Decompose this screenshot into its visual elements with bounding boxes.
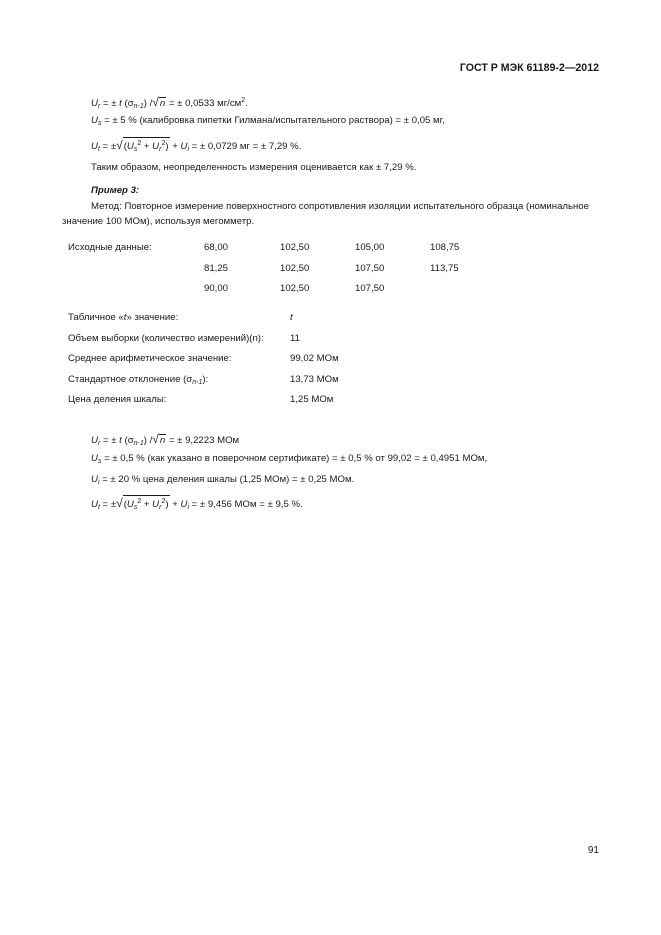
table-cell: 105,00 — [355, 242, 385, 253]
sqrt-icon: √ — [152, 432, 159, 446]
stat-value-stddev: 13,73 МОм — [290, 374, 339, 385]
stat-value-n: 11 — [290, 333, 300, 344]
table-cell: 68,00 — [204, 242, 229, 253]
table-cell: 107,50 — [355, 263, 385, 274]
sqrt-icon: √ — [152, 95, 159, 109]
table-cell: 108,75 — [430, 242, 460, 253]
table-cell: 113,75 — [430, 263, 459, 274]
table-cell: 81,25 — [204, 263, 229, 274]
stat-value-mean: 99,02 МОм — [290, 353, 339, 364]
stat-label-n: Объем выборки (количество измерений)(n): — [68, 333, 264, 344]
example-title: Пример 3: — [91, 185, 140, 196]
stat-label-mean: Среднее арифметическое значение: — [68, 353, 232, 364]
document-header: ГОСТ Р МЭК 61189-2—2012 — [459, 62, 599, 74]
method-paragraph: Метод: Повторное измерение поверхностного сопротивления изоляции испытательного образца (номинальное значение 100 МОм), используя мегомметр. — [62, 201, 589, 227]
formula-ur-2: $U_r$ = ± t $(\sigma_{n-1}) /√n$ = ± 9,2223 МОм — [91, 432, 240, 447]
formula-ut-1: $U_t = \pm√(U_s^2 + U_r^2) + U_i$ = ± 0,0729 мг = ± 7,29 %. — [91, 138, 302, 153]
formula-us-2: $U_s$ = ± 0,5 % (как указано в поверочном сертификате) = ± 0,5 % от 99,02 = ± 0,4951 МОм, — [91, 453, 488, 465]
sqrt-icon: √ — [116, 496, 123, 510]
table-cell: 107,50 — [355, 283, 385, 294]
formula-ur-1: $U_r$ = ± t $(\sigma_{n-1}) /√n$ = ± 0,0533 $мг/см^2$. — [91, 95, 248, 110]
stat-label-t: Табличное «t» значение: — [68, 312, 179, 323]
stat-label-stddev: Стандартное отклонение $(\sigma_{n-1})$: — [68, 374, 209, 386]
sqrt-icon: √ — [116, 138, 123, 152]
table-cell: 90,00 — [204, 283, 229, 294]
table-cell: 102,50 — [280, 283, 310, 294]
conclusion-text: Таким образом, неопределенность измерения оценивается как ± 7,29 %. — [91, 162, 417, 173]
page-number: 91 — [587, 845, 599, 856]
table-cell: 102,50 — [280, 263, 310, 274]
source-data-label: Исходные данные: — [68, 242, 152, 253]
formula-us-1: $U_s$ = ± 5 % (калибровка пипетки Гилмана/испытательного раствора) = ± 0,05 мг, — [91, 115, 445, 127]
stat-value-t: t — [290, 312, 293, 323]
formula-ui-2: $U_i$ = ± 20 % цена деления шкалы (1,25 МОм) = ± 0,25 МОм. — [91, 474, 355, 486]
table-cell: 102,50 — [280, 242, 310, 253]
stat-value-scale: 1,25 МОм — [290, 394, 334, 405]
formula-ut-2: $U_t = \pm√(U_s^2 + U_r^2) + U_i$ = ± 9,456 МОм = ± 9,5 %. — [91, 496, 303, 511]
stat-label-scale: Цена деления шкалы: — [68, 394, 167, 405]
